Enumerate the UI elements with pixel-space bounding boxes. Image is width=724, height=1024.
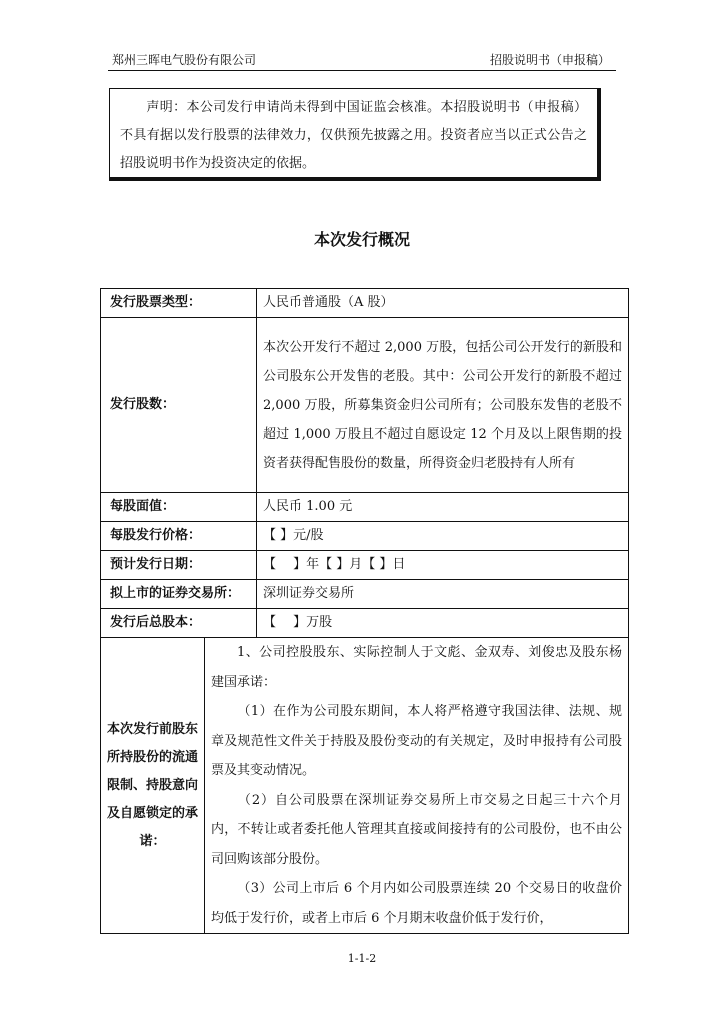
par-value-label: 每股面值： bbox=[101, 493, 257, 522]
issue-price-value: 【 】元/股 bbox=[257, 522, 629, 551]
stock-type-label: 发行股票类型： bbox=[101, 289, 257, 318]
table-row bbox=[101, 289, 629, 318]
header-company-name: 郑州三晖电气股份有限公司 bbox=[112, 53, 257, 67]
total-shares-value: 【 】万股 bbox=[257, 609, 629, 638]
lockup-paragraph: （1）在作为公司股东期间，本人将严格遵守我国法律、法规、规章及规范性文件关于持股及股份变动的有关规定，及时申报持有公司股票及其变动情况。 bbox=[211, 704, 623, 778]
table-row bbox=[101, 493, 629, 522]
total-shares-label: 发行后总股本： bbox=[101, 609, 257, 638]
table-row bbox=[101, 551, 629, 580]
lockup-paragraph: （2）自公司股票在深圳证券交易所上市交易之日起三十六个月内，不转让或者委托他人管理其直接或间接持有的公司股份，也不由公司回购该部分股份。 bbox=[211, 792, 623, 867]
par-value-value: 人民币 1.00 元 bbox=[257, 493, 629, 522]
issue-price-label: 每股发行价格： bbox=[101, 522, 257, 551]
offering-overview-table bbox=[100, 288, 629, 934]
issue-date-value: 【 】年【 】月【 】日 bbox=[257, 551, 629, 580]
issue-date-label: 预计发行日期： bbox=[101, 551, 257, 580]
exchange-label: 拟上市的证券交易所： bbox=[101, 580, 257, 609]
table-row bbox=[101, 638, 629, 934]
table-row bbox=[101, 522, 629, 551]
header-divider bbox=[108, 70, 616, 71]
lockup-label: 本次发行前股东所持股份的流通限制、持股意向及自愿锁定的承诺： bbox=[101, 638, 205, 934]
header-document-type: 招股说明书（申报稿） bbox=[489, 53, 610, 67]
page-number: 1-1-2 bbox=[347, 952, 377, 965]
table-row bbox=[101, 318, 629, 493]
table-row bbox=[101, 580, 629, 609]
section-title: 本次发行概况 bbox=[313, 230, 410, 249]
lockup-paragraph: （3）公司上市后 6 个月内如公司股票连续 20 个交易日的收盘价均低于发行价，或者上市后 6 个月期末收盘价低于发行价， bbox=[211, 881, 623, 926]
exchange-value: 深圳证券交易所 bbox=[257, 580, 629, 609]
page-header bbox=[108, 51, 616, 69]
stock-type-value: 人民币普通股（A 股） bbox=[257, 289, 629, 318]
table-row bbox=[101, 609, 629, 638]
disclaimer-box bbox=[109, 88, 601, 181]
share-count-value: 本次公开发行不超过 2,000 万股，包括公司公开发行的新股和公司股东公开发售的老股。其中：公司公开发行的新股不超过 2,000 万股，所募集资金归公司所有；公司股东发售的老股不超过 1,000 万股且不超过自愿设定 12 个月及以上限售期的投资者获得配售股份的数量，所得资金归老股持有人所有 bbox=[257, 318, 629, 493]
disclaimer-text: 声明：本公司发行申请尚未得到中国证监会核准。本招股说明书（申报稿）不具有据以发行股票的法律效力，仅供预先披露之用。投资者应当以正式公告之招股说明书作为投资决定的依据。 bbox=[120, 100, 587, 171]
lockup-paragraph: 1、公司控股股东、实际控制人于文彪、金双寿、刘俊忠及股东杨建国承诺： bbox=[211, 645, 623, 690]
lockup-commitments bbox=[205, 638, 629, 934]
share-count-label: 发行股数： bbox=[101, 318, 257, 493]
